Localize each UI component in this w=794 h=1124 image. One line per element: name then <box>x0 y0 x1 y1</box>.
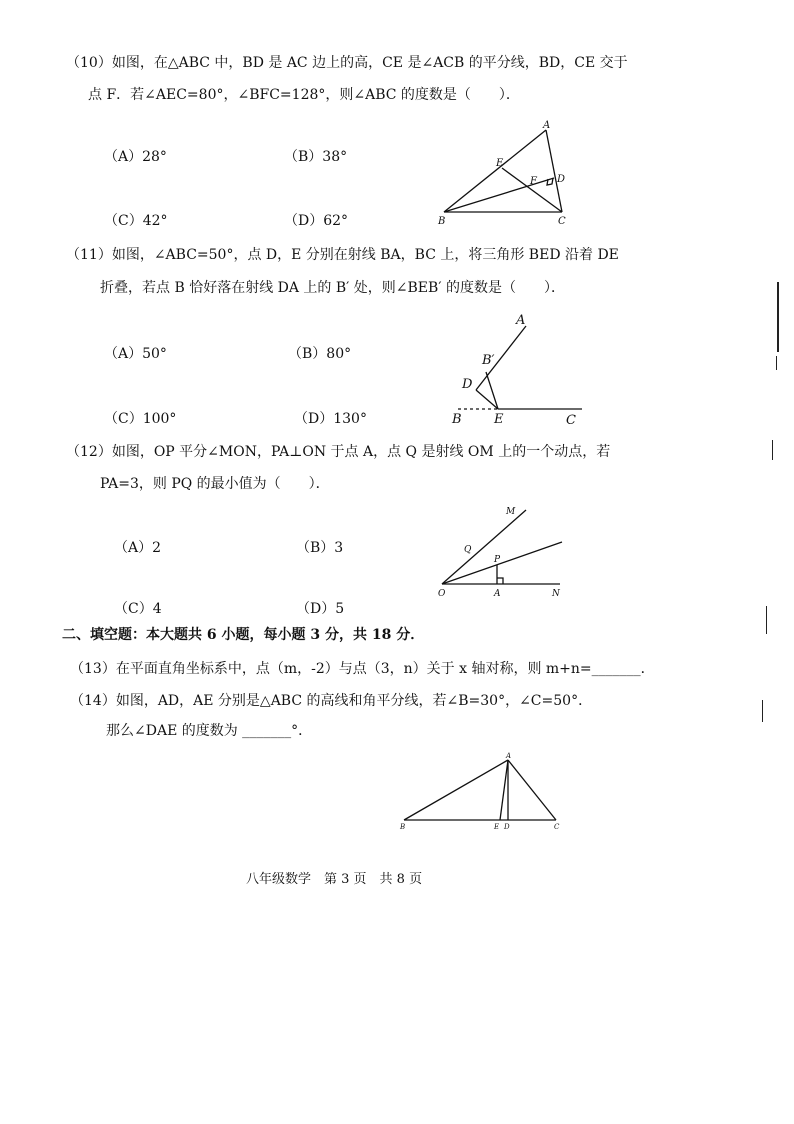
q12-label-a: A <box>494 589 501 599</box>
q13-text: （13）在平面直角坐标系中，点（m，-2）与点（3，n）关于 x 轴对称，则 m+n=_______． <box>70 661 655 677</box>
q14-segment-ae <box>500 760 508 820</box>
q14-label-c: C <box>554 823 560 831</box>
q10-segment-ac <box>546 130 562 212</box>
q11-label-e: E <box>494 412 504 427</box>
q11-label-a: A <box>516 313 526 328</box>
q10-label-c: C <box>558 216 566 227</box>
q10-line2: 点 F．若∠AEC=80°，∠BFC=128°，则∠ABC 的度数是（ ）． <box>88 87 520 103</box>
q12-option-d: （D）5 <box>296 601 345 617</box>
q14-segment-ac <box>508 760 556 820</box>
q10-option-b: （B）38° <box>284 149 348 165</box>
page-footer: 八年级数学 第 3 页 共 8 页 <box>246 872 423 887</box>
q14-line1: （14）如图，AD，AE 分别是△ABC 的高线和角平分线，若∠B=30°，∠C=50°． <box>70 693 593 709</box>
q12-option-a: （A）2 <box>114 540 162 556</box>
q12-line2: PA=3，则 PQ 的最小值为（ ）． <box>100 476 330 492</box>
scan-artifact-line <box>772 440 773 460</box>
q10-label-a: A <box>543 120 551 131</box>
q11-option-c: （C）100° <box>104 411 177 427</box>
q11-option-b: （B）80° <box>288 346 352 362</box>
q12-ray-om <box>442 510 526 584</box>
q11-option-a: （A）50° <box>104 346 167 362</box>
q10-line1: （10）如图，在△ABC 中，BD 是 AC 边上的高，CE 是∠ACB 的平分线，BD，CE 交于 <box>66 55 628 71</box>
q11-label-b: B <box>452 412 462 427</box>
q12-option-c: （C）4 <box>114 601 162 617</box>
q12-right-angle-mark <box>497 578 503 584</box>
scan-artifact-line <box>777 282 779 352</box>
q10-segment-bd <box>444 178 554 212</box>
q10-option-d: （D）62° <box>284 213 349 229</box>
q12-line1: （12）如图，OP 平分∠MON，PA⊥ON 于点 A，点 Q 是射线 OM 上的一个动点，若 <box>66 444 611 460</box>
q10-option-c: （C）42° <box>104 213 168 229</box>
q10-label-d: D <box>557 174 566 185</box>
q14-label-e: E <box>494 823 500 831</box>
q14-segment-ab <box>404 760 508 820</box>
q14-label-a: A <box>506 752 512 760</box>
q10-label-f: F <box>530 176 537 187</box>
q11-line1: （11）如图，∠ABC=50°，点 D，E 分别在射线 BA，BC 上，将三角形 BED 沿着 DE <box>66 247 619 263</box>
q10-label-e: E <box>496 158 504 169</box>
q10-segment-ba <box>444 130 546 212</box>
q11-label-b-prime: B′ <box>482 353 495 368</box>
q14-triangle-figure <box>396 748 572 832</box>
q12-label-p: P <box>494 555 501 565</box>
q11-line2: 折叠，若点 B 恰好落在射线 DA 上的 B′ 处，则∠BEB′ 的度数是（ ）． <box>100 280 565 296</box>
q11-fold-figure <box>440 308 590 430</box>
q12-label-q: Q <box>464 545 472 555</box>
scan-artifact-line <box>762 700 763 722</box>
q10-segment-ce <box>502 168 562 212</box>
q12-label-n: N <box>552 589 560 599</box>
q10-option-a: （A）28° <box>104 149 167 165</box>
q11-option-d: （D）130° <box>294 411 367 427</box>
q10-triangle-figure <box>430 118 580 230</box>
q12-option-b: （B）3 <box>296 540 344 556</box>
q14-line2: 那么∠DAE 的度数为 _______°． <box>106 723 313 739</box>
section-2-heading: 二、填空题：本大题共 6 小题，每小题 3 分，共 18 分． <box>62 627 425 643</box>
q14-label-b: B <box>400 823 406 831</box>
q12-label-m: M <box>506 507 516 517</box>
q11-label-d: D <box>462 377 473 392</box>
q14-label-d: D <box>504 823 510 831</box>
scan-artifact-line <box>766 606 767 634</box>
q10-label-b: B <box>438 216 446 227</box>
q12-angle-figure <box>430 500 570 600</box>
scan-artifact-line <box>776 356 777 370</box>
q11-label-c: C <box>566 413 576 428</box>
q12-label-o: O <box>438 589 446 599</box>
